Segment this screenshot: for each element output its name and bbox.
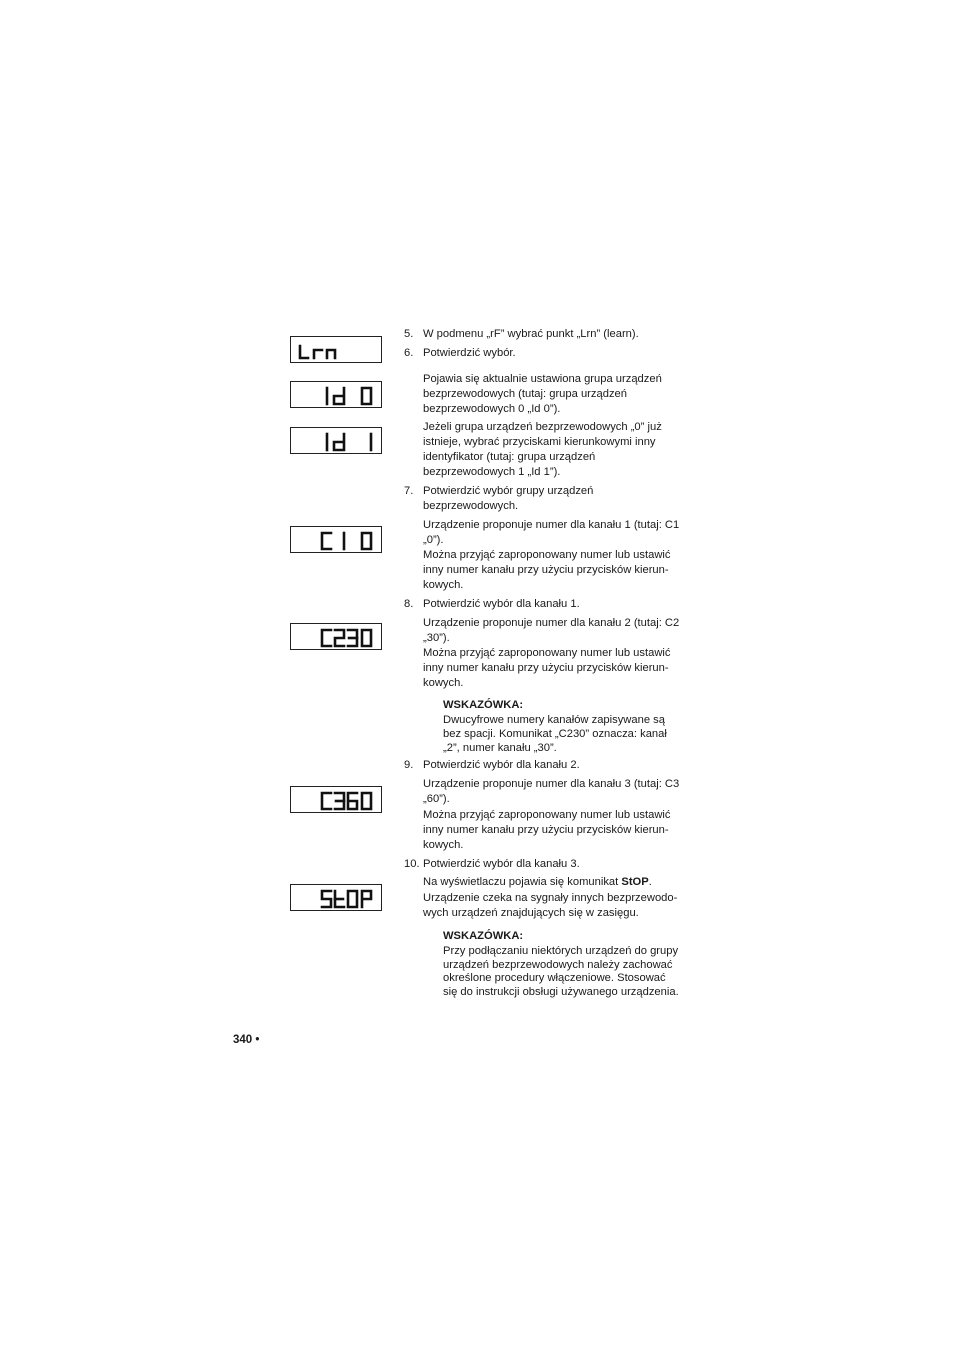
display-id0: [290, 381, 382, 408]
note-line: „2”, numer kanału „30”.: [443, 742, 557, 754]
display-c360: [290, 786, 382, 813]
note-line: urządzeń bezprzewodowych należy zachować: [443, 959, 673, 971]
paragraph-line: Urządzenie proponuje numer dla kanału 3 (tutaj: C3: [423, 778, 680, 790]
paragraph-line: Urządzenie czeka na sygnały innych bezprzewodo-: [423, 892, 678, 904]
note-line: Dwucyfrowe numery kanałów zapisywane są: [443, 714, 665, 726]
note-line: określone procedury włączeniowe. Stosować: [443, 972, 666, 984]
display-c10: [290, 526, 382, 553]
paragraph-line: kowych.: [423, 839, 464, 851]
paragraph-text: Na wyświetlaczu pojawia się komunikat: [423, 876, 622, 888]
paragraph-line: Urządzenie proponuje numer dla kanału 2 (tutaj: C2: [423, 617, 680, 629]
step-text: Potwierdzić wybór grupy urządzeń: [423, 485, 594, 497]
paragraph-line: identyfikator (tutaj: grupa urządzeń: [423, 451, 596, 463]
step-text: Potwierdzić wybór.: [423, 347, 516, 359]
stop-message: StOP: [621, 876, 649, 888]
paragraph-line: wych urządzeń znajdujących się w zasięgu.: [423, 907, 639, 919]
step-number: 8.: [404, 598, 414, 610]
step-number: 9.: [404, 759, 414, 771]
note-line: się do instrukcji obsługi używanego urządzenia.: [443, 986, 679, 998]
step-number: 10.: [404, 858, 420, 870]
step-text: Potwierdzić wybór dla kanału 3.: [423, 858, 580, 870]
paragraph-line: Jeżeli grupa urządzeń bezprzewodowych „0” już: [423, 421, 662, 433]
paragraph-line: „0”).: [423, 534, 444, 546]
paragraph-line: Można przyjąć zaproponowany numer lub ustawić: [423, 809, 671, 821]
paragraph-line: inny numer kanału przy użyciu przycisków kierun-: [423, 662, 669, 674]
page-number: 340 •: [233, 1034, 260, 1046]
display-c230: [290, 623, 382, 650]
paragraph-line: bezprzewodowych 0 „Id 0”).: [423, 403, 561, 415]
note-title: WSKAZÓWKA:: [443, 930, 524, 942]
step-text: Potwierdzić wybór dla kanału 1.: [423, 598, 580, 610]
paragraph-line: bezprzewodowych (tutaj: grupa urządzeń: [423, 388, 627, 400]
step-text: Potwierdzić wybór dla kanału 2.: [423, 759, 580, 771]
paragraph-line: [423, 875, 652, 890]
step-text: W podmenu „rF” wybrać punkt „Lrn” (learn).: [423, 328, 639, 340]
paragraph-line: Urządzenie proponuje numer dla kanału 1 (tutaj: C1: [423, 519, 680, 531]
paragraph-line: Można przyjąć zaproponowany numer lub ustawić: [423, 549, 671, 561]
paragraph-line: kowych.: [423, 579, 464, 591]
step-number: 5.: [404, 328, 414, 340]
step-number: 7.: [404, 485, 414, 497]
paragraph-line: istnieje, wybrać przyciskami kierunkowymi inny: [423, 436, 656, 448]
step-text: bezprzewodowych.: [423, 500, 519, 512]
paragraph-line: bezprzewodowych 1 „Id 1”).: [423, 466, 561, 478]
note-title: WSKAZÓWKA:: [443, 699, 524, 711]
note-line: Przy podłączaniu niektórych urządzeń do grupy: [443, 945, 679, 957]
display-lrn: [290, 336, 382, 363]
paragraph-line: „60”).: [423, 793, 450, 805]
paragraph-line: Można przyjąć zaproponowany numer lub ustawić: [423, 647, 671, 659]
display-id1: [290, 427, 382, 454]
display-stop: [290, 884, 382, 911]
step-number: 6.: [404, 347, 414, 359]
paragraph-line: „30”).: [423, 632, 450, 644]
paragraph-line: inny numer kanału przy użyciu przycisków kierun-: [423, 564, 669, 576]
paragraph-line: inny numer kanału przy użyciu przycisków kierun-: [423, 824, 669, 836]
note-line: bez spacji. Komunikat „C230” oznacza: kanał: [443, 728, 667, 740]
paragraph-line: Pojawia się aktualnie ustawiona grupa urządzeń: [423, 373, 662, 385]
paragraph-line: kowych.: [423, 677, 464, 689]
paragraph-text: .: [648, 876, 652, 888]
